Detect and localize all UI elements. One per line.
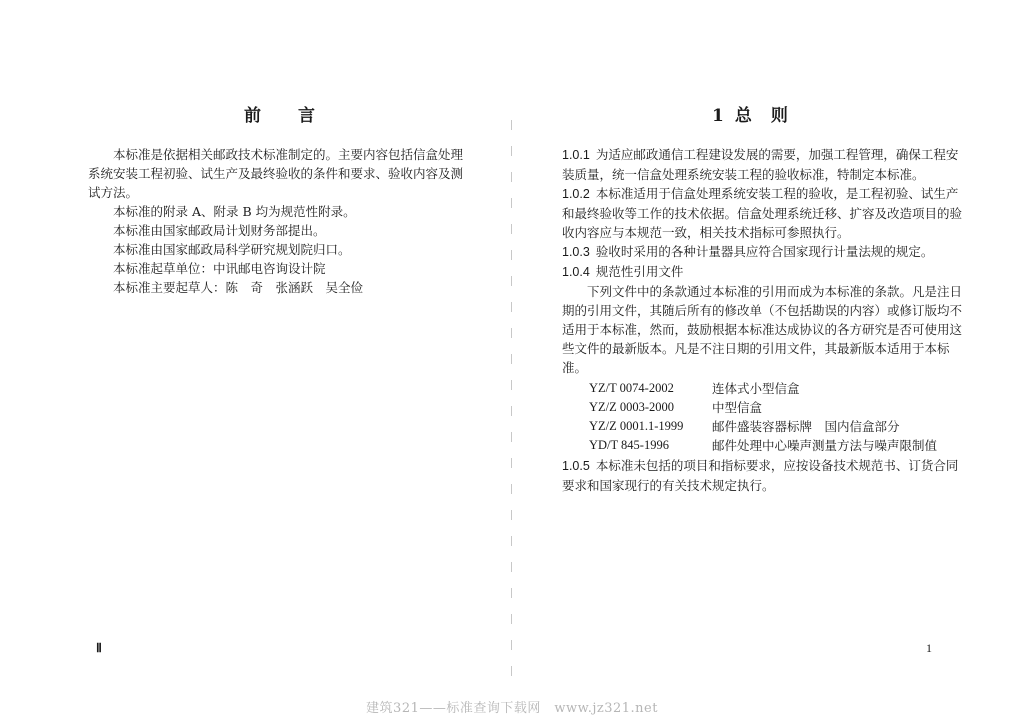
title-char: 则 — [770, 106, 789, 126]
reference-row — [589, 417, 937, 436]
reference-title: 中型信盒 — [712, 400, 763, 415]
right-page — [512, 0, 1024, 724]
reference-paragraph: 下列文件中的条款通过本标准的引用而成为本标准的条款。凡是注日期的引用文件，其随后所有的修改单（不包括勘误的内容）或修订版均不适用于本标准，然而，鼓励根据本标准达成协议的各方研究是否可使用这些文件的最新版本。凡是不注日期的引用文件，其最新版本适用于本标准。 — [562, 284, 963, 375]
preface-paragraph: 本标准主要起草人：陈 奇 张涵跃 吴全俭 — [113, 280, 364, 295]
clause-number: 1.0.3 — [562, 245, 590, 259]
reference-code: YZ/T 0074-2002 — [589, 381, 674, 395]
reference-code: YD/T 845-1996 — [589, 438, 669, 452]
title-char: 言 — [298, 106, 316, 126]
reference-code: YZ/Z 0001.1-1999 — [589, 419, 684, 433]
title-char: 总 — [734, 106, 753, 126]
clause-number: 1.0.5 — [562, 459, 590, 473]
preface-paragraph: 本标准由国家邮政局计划财务部提出。 — [113, 223, 326, 238]
reference-title: 邮件处理中心噪声测量方法与噪声限制值 — [712, 438, 938, 453]
preface-body — [88, 145, 468, 297]
reference-row — [589, 379, 937, 398]
clause — [562, 145, 962, 184]
clause-text: 本标准未包括的项目和指标要求，应按设备技术规范书、订货合同要求和国家现行的有关技术规定执行。 — [562, 458, 959, 493]
general-body — [562, 145, 962, 495]
page-number-right: 1 — [926, 641, 932, 655]
clause — [562, 184, 962, 242]
watermark-text: 建筑321——标准查询下载网 www.jz321.net — [366, 701, 658, 716]
clause-number: 1.0.2 — [562, 187, 590, 201]
preface-title — [244, 101, 340, 126]
clause — [562, 456, 962, 495]
title-char: 前 — [244, 106, 262, 126]
clause-text: 本标准适用于信盒处理系统安装工程的验收，是工程初验、试生产和最终验收等工作的技术依据。信盒处理系统迁移、扩容及改造项目的验收内容应与本规范一致，相关技术指标可参照执行。 — [562, 186, 963, 240]
clause — [562, 262, 962, 282]
page-number-left: Ⅱ — [96, 641, 102, 655]
general-title — [712, 101, 832, 126]
reference-title: 连体式小型信盒 — [712, 381, 800, 396]
reference-list — [589, 379, 937, 455]
reference-code: YZ/Z 0003-2000 — [589, 400, 675, 414]
clause-text: 规范性引用文件 — [595, 264, 684, 279]
chapter-number: 1 — [712, 106, 725, 126]
preface-paragraph: 本标准是依据相关邮政技术标准制定的。主要内容包括信盒处理系统安装工程初验、试生产及最终验收的条件和要求、验收内容及测试方法。 — [88, 147, 464, 200]
clause-number: 1.0.1 — [562, 148, 590, 162]
preface-paragraph: 本标准起草单位：中讯邮电咨询设计院 — [113, 261, 326, 276]
preface-paragraph: 本标准由国家邮政局科学研究规划院归口。 — [113, 242, 351, 257]
clause-number: 1.0.4 — [562, 265, 590, 279]
clause — [562, 242, 962, 262]
preface-paragraph: 本标准的附录 A、附录 B 均为规范性附录。 — [113, 204, 356, 219]
reference-row — [589, 398, 937, 417]
reference-title: 邮件盛装容器标牌 国内信盒部分 — [712, 419, 900, 434]
clause-text: 验收时采用的各种计量器具应符合国家现行计量法规的规定。 — [595, 244, 934, 259]
clause-text: 为适应邮政通信工程建设发展的需要，加强工程管理，确保工程安装质量，统一信盒处理系统安装工程的验收标准，特制定本标准。 — [562, 147, 959, 182]
reference-row — [589, 436, 937, 455]
